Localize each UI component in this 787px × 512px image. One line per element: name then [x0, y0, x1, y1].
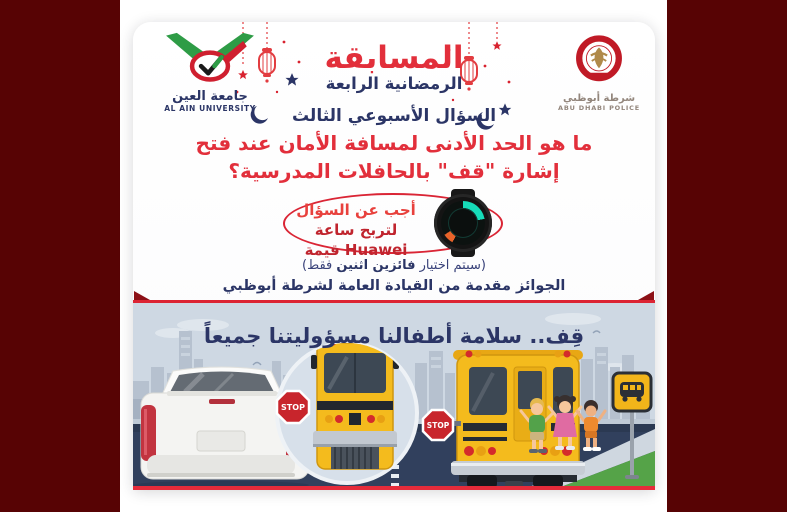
al-ain-university-emblem-icon [158, 32, 262, 84]
university-name-arabic: جامعة العين [172, 89, 248, 104]
left-maroon-bar [0, 0, 120, 512]
bottom-red-line [133, 486, 655, 490]
abu-dhabi-police-emblem-icon [572, 34, 626, 88]
police-name-arabic: شرطة أبوظبي [562, 93, 636, 104]
car-brake-light [209, 399, 235, 404]
watch-face-center [448, 208, 478, 238]
police-name-english: ABU DHABI POLICE [558, 104, 640, 112]
winners-note-suffix: فقط) [302, 258, 337, 273]
huawei-watch-image [429, 189, 497, 257]
prize-cta-line-1: أجب عن السؤال [296, 201, 416, 219]
sponsor-line: الجوائز مقدمة من القيادة العامة لشرطة أبوظبي [222, 278, 566, 294]
bus-front-grille [331, 447, 379, 469]
car-license-plate [197, 431, 245, 451]
right-maroon-bar [667, 0, 787, 512]
abu-dhabi-police-logo [551, 34, 647, 112]
car-taillight-left [141, 405, 156, 461]
winners-note [133, 258, 655, 273]
prize-cta [287, 201, 425, 260]
question-text-line-2: إشارة "قف" بالحافلات المدرسية؟ [228, 159, 560, 183]
safety-slogan: قِف.. سلامة أطفالنا مسؤوليتنا جميعاً [203, 324, 585, 348]
road-safety-illustration [133, 303, 655, 490]
prize-cta-line-2: لتربح ساعة Huawei قيمة [304, 221, 408, 259]
inset-stop-sign-text: STOP [281, 403, 305, 412]
ribbon-corner-left [134, 291, 150, 300]
poster-card [133, 22, 655, 490]
winners-note-bold: فائزين اثنين [336, 258, 416, 273]
bus-stop-sign-arm [423, 410, 453, 440]
bus-stop-sign-text: STOP [426, 421, 450, 430]
university-name-english: AL AIN UNIVERSITY [164, 104, 256, 113]
ribbon-corner-right [638, 291, 654, 300]
competition-title [274, 42, 514, 94]
question-text-line-1: ما هو الحد الأدنى لمسافة الأمان عند فتح [195, 131, 593, 155]
inset-stop-sign [277, 391, 309, 423]
car-bumper [147, 455, 295, 475]
weekly-question-label: السؤال الأسبوعي الثالث [291, 106, 497, 126]
title-line-2: الرمضانية الرابعة [325, 74, 463, 93]
al-ain-university-logo [147, 32, 273, 113]
winners-note-prefix: (سيتم اختيار [415, 258, 486, 273]
prize-group [283, 193, 503, 259]
title-line-1: المسابقة [324, 40, 464, 76]
